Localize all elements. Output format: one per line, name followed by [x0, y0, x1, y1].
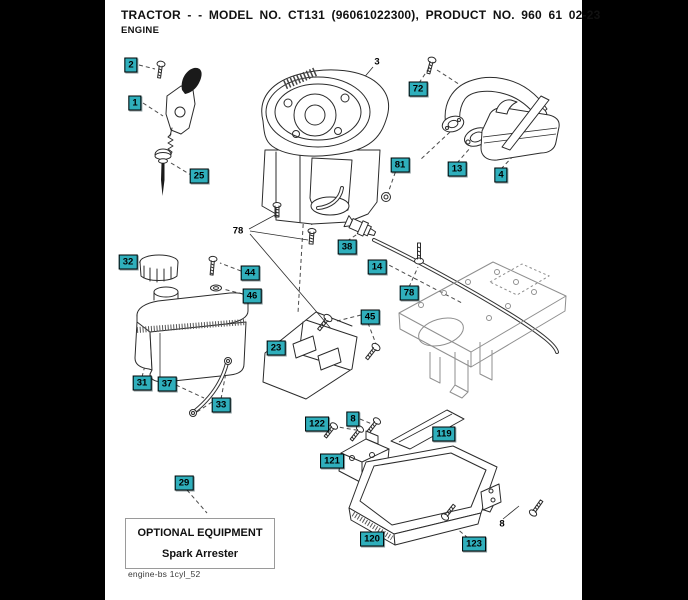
- callout-29: 29: [175, 476, 194, 491]
- callout-25: 25: [190, 169, 209, 184]
- callout-2: 2: [124, 58, 137, 73]
- page-title: TRACTOR - - MODEL NO. CT131 (96061022300), PRODUCT NO. 960 61 02-23: [121, 8, 601, 22]
- callout-44: 44: [241, 266, 260, 281]
- callout-120: 120: [360, 532, 384, 547]
- callout-46: 46: [243, 289, 262, 304]
- callout-14: 14: [368, 260, 387, 275]
- muffler-illustration: [481, 96, 559, 160]
- callout-121: 121: [320, 454, 344, 469]
- drawing-reference-code: engine-bs 1cyl_52: [128, 569, 201, 579]
- callout-37: 37: [158, 377, 177, 392]
- callout-45: 45: [361, 310, 380, 325]
- callout-78: 78: [232, 225, 244, 237]
- callout-123: 123: [462, 537, 486, 552]
- callout-33: 33: [212, 398, 231, 413]
- callout-23: 23: [267, 341, 286, 356]
- callout-122: 122: [305, 417, 329, 432]
- oil-plug-illustration: [155, 149, 171, 196]
- callout-72: 72: [409, 82, 428, 97]
- callout-32: 32: [119, 255, 138, 270]
- callout-38: 38: [338, 240, 357, 255]
- optional-equipment-label: OPTIONAL EQUIPMENT: [137, 527, 263, 540]
- callout-1: 1: [128, 96, 141, 111]
- callout-81: 81: [391, 158, 410, 173]
- heat-shield-illustration: [263, 312, 381, 399]
- callout-31: 31: [133, 376, 152, 391]
- nut-illustration: [382, 193, 391, 202]
- engine-pan-illustration: [349, 446, 545, 545]
- callout-8: 8: [346, 412, 359, 427]
- fuel-valve-illustration: [344, 215, 557, 352]
- throttle-control-illustration: [155, 61, 202, 156]
- page-subtitle: ENGINE: [121, 25, 160, 36]
- callout-13: 13: [448, 162, 467, 177]
- callout-8: 8: [499, 518, 505, 530]
- engine-illustration: [262, 70, 389, 244]
- callout-119: 119: [432, 427, 455, 442]
- callout-78: 78: [400, 286, 419, 301]
- callout-4: 4: [494, 168, 507, 183]
- callout-3: 3: [374, 56, 380, 68]
- spark-arrester-label: Spark Arrester: [161, 547, 239, 560]
